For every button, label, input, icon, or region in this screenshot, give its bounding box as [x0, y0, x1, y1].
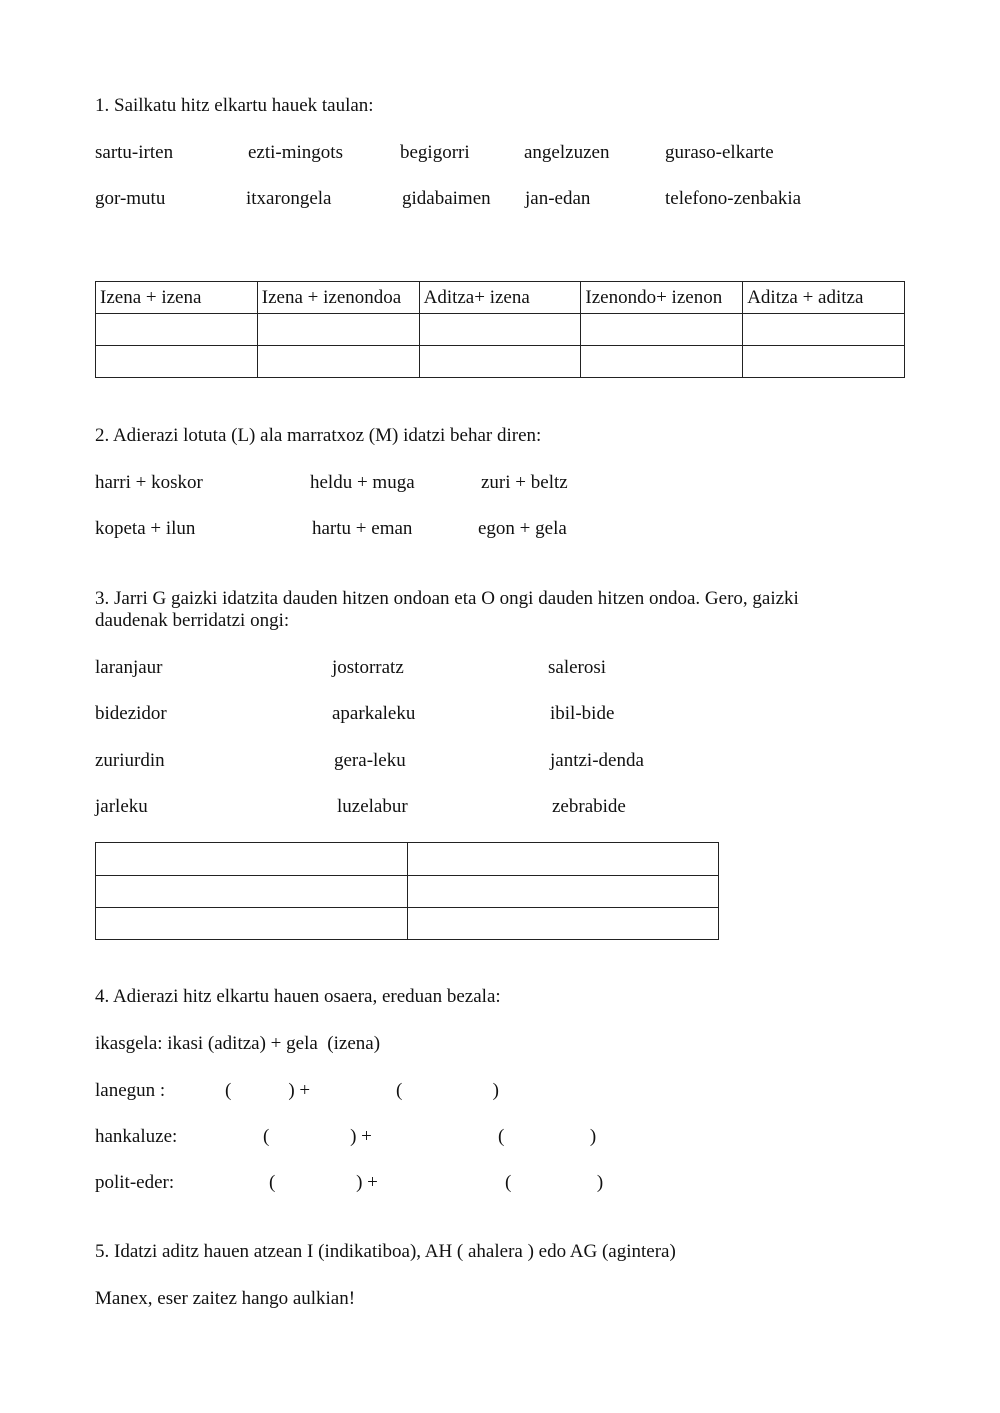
answer-cell[interactable] — [407, 876, 719, 908]
q3-instruction-line2: daudenak berridatzi ongi: — [95, 610, 290, 631]
q3-word: jantzi-denda — [550, 750, 644, 771]
q1-word: sartu-irten — [95, 142, 174, 163]
q1-classification-table — [95, 281, 905, 378]
answer-cell[interactable] — [743, 346, 905, 378]
table-row — [96, 314, 905, 346]
table-header-cell: Izena + izena — [96, 282, 258, 314]
table-header-cell: Aditza+ izena — [419, 282, 581, 314]
answer-cell[interactable] — [96, 843, 408, 876]
q3-word: jarleku — [95, 796, 148, 817]
q3-word: bidezidor — [95, 703, 167, 724]
q3-word: zuriurdin — [95, 750, 165, 771]
q2-instruction: 2. Adierazi lotuta (L) ala marratxoz (M) idatzi behar diren: — [95, 425, 542, 446]
answer-cell[interactable] — [96, 314, 258, 346]
q4-blank-part2[interactable]: ( ) — [498, 1126, 597, 1147]
q3-word: aparkaleku — [332, 703, 416, 724]
q4-blank-part1[interactable]: ( ) + — [225, 1080, 311, 1101]
q1-word: begigorri — [400, 142, 470, 163]
q3-instruction-line1: 3. Jarri G gaizki idatzita dauden hitzen ondoan eta O ongi dauden hitzen ondoa. Gero, gaizki — [95, 588, 799, 609]
answer-cell[interactable] — [581, 314, 743, 346]
q2-word-pair: hartu + eman — [312, 518, 413, 539]
table-row — [96, 843, 719, 876]
answer-cell[interactable] — [407, 843, 719, 876]
q4-word: polit-eder: — [95, 1172, 175, 1193]
answer-cell[interactable] — [407, 908, 719, 940]
q2-word-pair: harri + koskor — [95, 472, 203, 493]
q1-instruction: 1. Sailkatu hitz elkartu hauek taulan: — [95, 95, 374, 116]
answer-cell[interactable] — [743, 314, 905, 346]
q3-rewrite-table — [95, 842, 719, 940]
answer-cell[interactable] — [419, 314, 581, 346]
table-row — [96, 346, 905, 378]
table-header-cell: Aditza + aditza — [743, 282, 905, 314]
answer-cell[interactable] — [581, 346, 743, 378]
answer-cell[interactable] — [419, 346, 581, 378]
table-header-row — [96, 282, 905, 314]
q4-blank-part2[interactable]: ( ) — [505, 1172, 604, 1193]
q2-word-pair: heldu + muga — [310, 472, 415, 493]
q3-word: jostorratz — [332, 657, 404, 678]
q1-word: itxarongela — [246, 188, 332, 209]
q5-sentence: Manex, eser zaitez hango aulkian! — [95, 1288, 356, 1309]
q2-word-pair: zuri + beltz — [481, 472, 568, 493]
q2-word-pair: egon + gela — [478, 518, 567, 539]
answer-cell[interactable] — [257, 314, 419, 346]
q4-blank-part1[interactable]: ( ) + — [269, 1172, 378, 1193]
q4-example: ikasgela: ikasi (aditza) + gela (izena) — [95, 1033, 381, 1054]
q1-word: gor-mutu — [95, 188, 166, 209]
q1-word: gidabaimen — [402, 188, 491, 209]
q3-word: ibil-bide — [550, 703, 615, 724]
q5-instruction: 5. Idatzi aditz hauen atzean I (indikatiboa), AH ( ahalera ) edo AG (agintera) — [95, 1241, 676, 1262]
q4-word: hankaluze: — [95, 1126, 178, 1147]
table-row — [96, 876, 719, 908]
q3-word: luzelabur — [337, 796, 408, 817]
q4-word: lanegun : — [95, 1080, 166, 1101]
table-header-cell: Izena + izenondoa — [257, 282, 419, 314]
answer-cell[interactable] — [96, 908, 408, 940]
q3-word: zebrabide — [552, 796, 626, 817]
q4-instruction: 4. Adierazi hitz elkartu hauen osaera, ereduan bezala: — [95, 986, 501, 1007]
q2-word-pair: kopeta + ilun — [95, 518, 196, 539]
q1-word: guraso-elkarte — [665, 142, 774, 163]
q3-word: gera-leku — [334, 750, 406, 771]
table-header-cell: Izenondo+ izenon — [581, 282, 743, 314]
answer-cell[interactable] — [96, 346, 258, 378]
q1-word: angelzuzen — [524, 142, 610, 163]
q4-blank-part2[interactable]: ( ) — [396, 1080, 499, 1101]
q1-word: jan-edan — [525, 188, 591, 209]
q3-word: laranjaur — [95, 657, 163, 678]
table-row — [96, 908, 719, 940]
answer-cell[interactable] — [257, 346, 419, 378]
q1-word: ezti-mingots — [248, 142, 343, 163]
q3-word: salerosi — [548, 657, 607, 678]
q1-word: telefono-zenbakia — [665, 188, 802, 209]
answer-cell[interactable] — [96, 876, 408, 908]
q4-blank-part1[interactable]: ( ) + — [263, 1126, 372, 1147]
